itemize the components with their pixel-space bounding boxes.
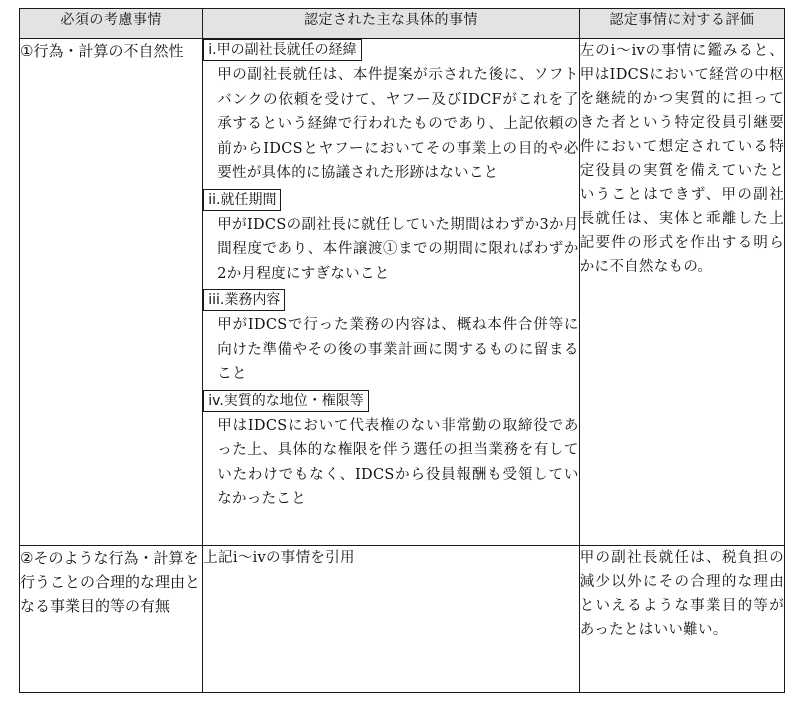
header-required-factors: 必須の考慮事情 <box>20 9 203 39</box>
fact-text: 甲はIDCSにおいて代表権のない非常勤の取締役であった上、具体的な権限を伴う選任の担当業務を有していたわけでもなく、IDCSから役員報酬も受領していなかったこと <box>217 417 579 507</box>
facts-cell <box>203 546 579 693</box>
fact-block-iii <box>203 289 578 387</box>
evaluation-table <box>19 8 785 693</box>
fact-heading: i.甲の副社長就任の経緯 <box>203 39 361 61</box>
factor-cell: ①行為・計算の不自然性 <box>20 39 203 546</box>
evaluation-cell: 甲の副社長就任は、税負担の減少以外にその合理的な理由といえるような事業目的等があったとはいい難い。 <box>579 546 784 693</box>
facts-citation: 上記i～ivの事情を引用 <box>203 550 355 566</box>
fact-text: 甲がIDCSの副社長に就任していた期間はわずか3か月間程度であり、本件譲渡①までの期間に限ればわずか2か月程度にすぎないこと <box>217 216 579 282</box>
factor-cell: ②そのような行為・計算を行うことの合理的な理由となる事業目的等の有無 <box>20 546 203 693</box>
fact-text: 甲がIDCSで行った業務の内容は、概ね本件合併等に向けた準備やその後の事業計画に関するものに留まること <box>217 317 579 382</box>
fact-heading: ii.就任期間 <box>203 189 281 211</box>
fact-block-i <box>203 39 578 186</box>
fact-text: 甲の副社長就任は、本件提案が示された後に、ソフトバンクの依頼を受けて、ヤフー及びIDCFがこれを了承するという経緯で行われたものであり、上記依頼の前からIDCSとヤフーにおいてその事業上の目的や必要性が具体的に協議された形跡はないこと <box>217 67 579 181</box>
table-row <box>20 39 785 546</box>
evaluation-cell: 左のi～ivの事情に鑑みると、甲はIDCSにおいて経営の中枢を継続的かつ実質的に担ってきた者という特定役員引継要件において想定されている特定役員の実質を備えていたということはできず、甲の副社長就任は、実体と乖離した上記要件の形式を作出する明らかに不自然なもの。 <box>579 39 784 546</box>
header-row <box>20 9 785 39</box>
facts-cell <box>203 39 579 546</box>
header-recognized-facts: 認定された主な具体的事情 <box>203 9 579 39</box>
header-evaluation: 認定事情に対する評価 <box>579 9 784 39</box>
document-page <box>19 8 785 698</box>
fact-heading: iv.実質的な地位・権限等 <box>203 390 369 412</box>
table-row <box>20 546 785 693</box>
fact-block-iv <box>203 390 578 512</box>
fact-block-ii <box>203 189 578 287</box>
fact-heading: iii.業務内容 <box>203 289 285 311</box>
